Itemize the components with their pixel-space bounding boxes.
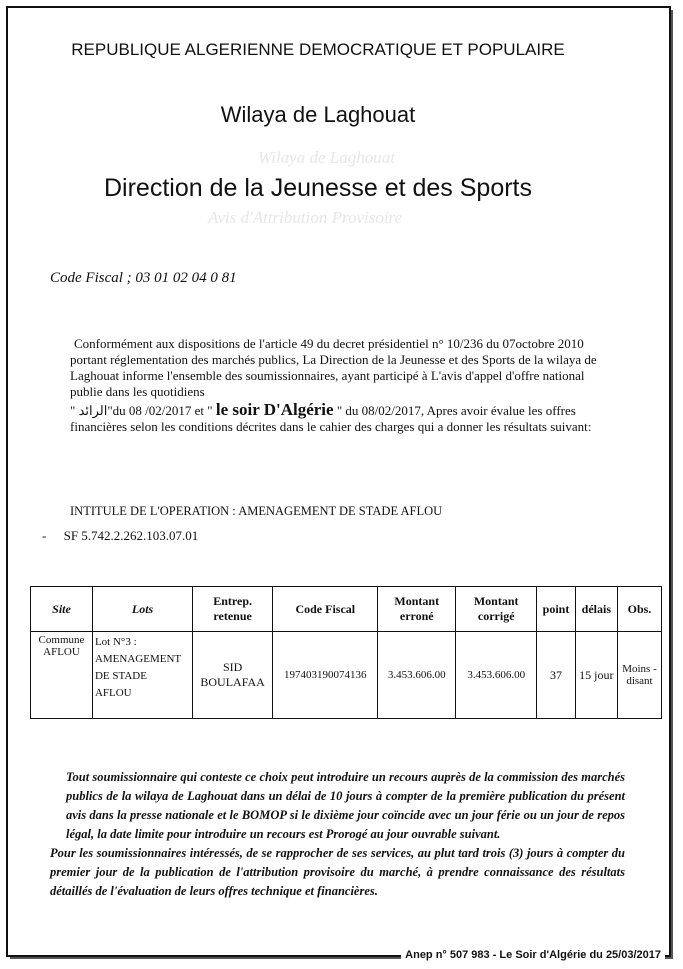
cell-entreprise: SID BOULAFAA: [193, 632, 273, 719]
cell-lot: [92, 632, 192, 719]
para-line-6: financières selon les conditions décrites dans le cahier des charges qui a donner les résultats suivant:: [70, 419, 592, 434]
lot-line-2: AMENAGEMENT: [94, 653, 182, 665]
col-delais: délais: [575, 587, 617, 632]
document-frame: [6, 6, 671, 957]
col-code-fiscal: Code Fiscal: [273, 587, 378, 632]
col-lots: Lots: [92, 587, 192, 632]
republique-heading: REPUBLIQUE ALGERIENNE DEMOCRATIQUE ET POPULAIRE: [71, 40, 565, 59]
sf-number: SF 5.742.2.262.103.07.01: [63, 528, 199, 543]
cell-code-fiscal: 197403190074136: [273, 632, 378, 719]
sf-dash: -: [42, 528, 47, 543]
newspaper-name: le soir D'Algérie: [215, 400, 334, 419]
para-line-3: Laghouat informe l'ensemble des soumissionnaires, ayant participé à L'avis d'appel d'offre national: [70, 368, 585, 383]
lot-line-1: Lot N°3 :: [94, 636, 137, 648]
newspaper-ref-2: " du 08/02/2017, Apres avoir évalue les offres: [336, 403, 576, 418]
operation-title: [70, 504, 442, 519]
cell-delais: 15 jour: [575, 632, 617, 719]
table-header-row: [31, 587, 662, 632]
lot-line-4: AFLOU: [94, 687, 132, 699]
para-line-2: portant réglementation des marchés publics, La Direction de la Jeunesse et des Sports de la wilaya de: [70, 352, 597, 367]
intro-paragraph: [70, 336, 618, 435]
col-point: point: [537, 587, 575, 632]
para-line-1: Conformément aux dispositions de l'article 49 du decret présidentiel n° 10/236 du 07octobre 2010: [74, 336, 584, 351]
cell-point: 37: [537, 632, 575, 719]
cell-montant-corrige: 3.453.606.00: [456, 632, 537, 719]
cell-obs: Moins - disant: [617, 632, 661, 719]
results-table: [30, 586, 662, 719]
para-line-4: publie dans les quotidiens: [70, 384, 205, 399]
ghost-stamp-line1: Wilaya de Laghouat: [258, 148, 395, 167]
anep-footer: Anep n° 507 983 - Le Soir d'Algérie du 25/03/2017: [401, 947, 665, 963]
col-site: Site: [31, 587, 93, 632]
recours-notice: [50, 768, 625, 901]
cell-montant-errone: 3.453.606.00: [378, 632, 456, 719]
ghost-stamp-line2: Avis d'Attribution Provisoire: [208, 208, 403, 227]
para-line-5: [70, 402, 618, 419]
notice-paragraph-1: Tout soumissionnaire qui conteste ce choix peut introduire un recours auprès de la commission des marchés publics de la wilaya de Laghouat dans un délai de 10 jours à compter de la première publication du présent avis dans la presse nationale et le BOMOP si le dixième jour coïncide avec un jour férie ou un jour de repos légal, la date limite pour introduire un recours est Prorogé au jour ouvrable suivant.: [66, 770, 625, 841]
code-fiscal: Code Fiscal ; 03 01 02 04 0 81: [50, 270, 237, 286]
cell-site: Commune AFLOU: [31, 632, 93, 719]
operation-label: INTITULE DE L'OPERATION: [70, 504, 230, 518]
lot-line-3: DE STADE: [94, 670, 147, 682]
newspaper-ref-1: " الرائد"du 08 /02/2017 et ": [70, 403, 213, 418]
col-montant-errone: Montant erroné: [378, 587, 456, 632]
col-obs: Obs.: [617, 587, 661, 632]
col-montant-corrige: Montant corrigé: [456, 587, 537, 632]
operation-value: : AMENAGEMENT DE STADE AFLOU: [232, 504, 443, 518]
wilaya-heading: Wilaya de Laghouat: [220, 102, 416, 127]
direction-heading: Direction de la Jeunesse et des Sports: [103, 174, 532, 202]
table-row: [31, 632, 662, 719]
sf-line: [42, 528, 198, 544]
notice-paragraph-2: Pour les soumissionnaires intéressés, de se rapprocher de ses services, au plut tard trois (3) jours à compter du premier jour de la publication de l'attribution provisoire du marché, à prendre connaissance des résultats détaillés de l'évaluation de leurs offres technique et financières.: [50, 846, 625, 898]
col-entreprise: Entrep. retenue: [193, 587, 273, 632]
